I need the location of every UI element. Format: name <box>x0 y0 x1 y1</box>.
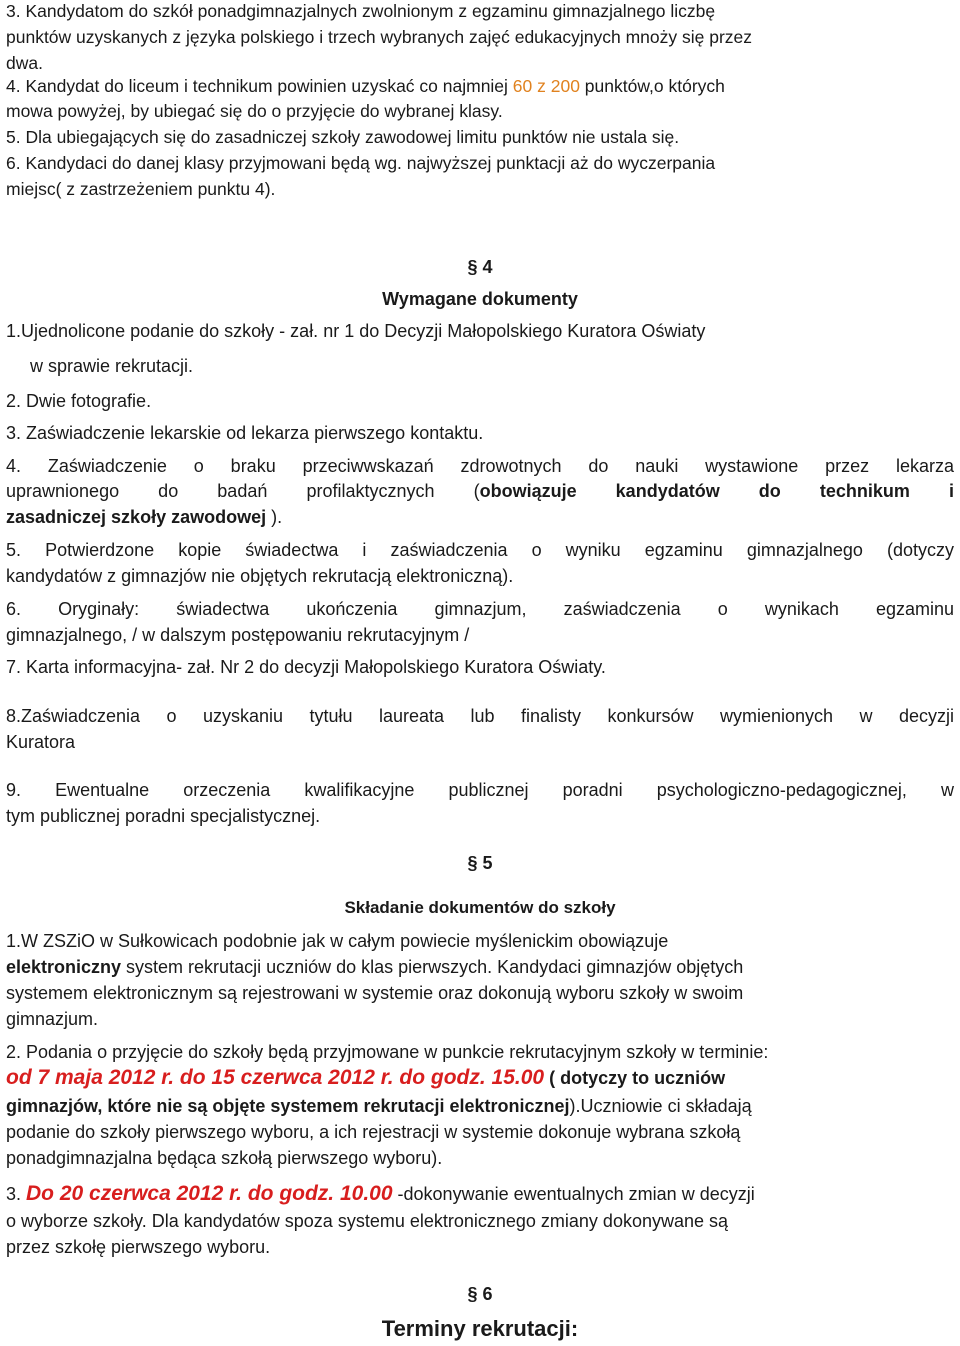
section6-number: § 6 <box>467 1284 493 1304</box>
doc1-line2: w sprawie rekrutacji. <box>30 356 194 376</box>
doc4-line1: 4. Zaświadczenie o braku przeciwwskazań zdrowotnych do nauki wystawione przez lekarza <box>6 456 954 476</box>
section4-number: § 4 <box>467 257 493 277</box>
item4-text-post: punktów,o których <box>579 76 725 96</box>
doc5-line2: kandydatów z gimnazjów nie objętych rekrutacją elektroniczną). <box>6 566 514 586</box>
s5-p1-bold: elektroniczny <box>6 957 122 977</box>
s5-p2-line3 <box>6 1095 954 1117</box>
s5-p2-line1: 2. Podania o przyjęcie do szkoły będą przyjmowane w punkcie rekrutacyjnym szkoły w terminie: <box>6 1042 769 1062</box>
section4-title: Wymagane dokumenty <box>382 289 578 309</box>
section6-title: Terminy rekrutacji: <box>381 1316 579 1341</box>
section5-number: § 5 <box>467 853 493 873</box>
item6-line1: 6. Kandydaci do danej klasy przyjmowani będą wg. najwyższej punktacji aż do wyczerpania <box>6 153 716 173</box>
s5-p2-line3-text: ).Uczniowie ci składają <box>569 1096 752 1116</box>
s5-p1-line1: 1.W ZSZiO w Sułkowicach podobnie jak w całym powiecie myślenickim obowiązuje <box>6 931 669 951</box>
item5: 5. Dla ubiegających się do zasadniczej szkoły zawodowej limitu punktów nie ustala się. <box>6 127 680 147</box>
s5-p1-line3: systemem elektronicznym są rejestrowani w systemie oraz dokonują wyboru szkoły w swoim <box>6 983 744 1003</box>
doc4-line3 <box>6 506 954 528</box>
s5-p3-pre: 3. <box>6 1184 27 1204</box>
s5-p1-line2 <box>6 956 954 978</box>
doc7: 7. Karta informacyjna- zał. Nr 2 do decyzji Małopolskiego Kuratora Oświaty. <box>6 657 606 677</box>
s5-p3-date: Do 20 czerwca 2012 r. do godz. 10.00 <box>26 1182 393 1205</box>
item3-line1: 3. Kandydatom do szkół ponadgimnazjalnych zwolnionym z egzaminu gimnazjalnego liczbę <box>6 1 716 21</box>
s5-p2-line5: ponadgimnazjalna będąca szkołą pierwszego wyboru). <box>6 1148 443 1168</box>
doc8-line1: 8.Zaświadczenia o uzyskaniu tytułu laureata lub finalisty konkursów wymienionych w decyzji <box>6 706 954 726</box>
doc4-line2-text: uprawnionego do badań profilaktycznych ( <box>6 481 480 501</box>
s5-p3-line3: przez szkołę pierwszego wyboru. <box>6 1237 271 1257</box>
section5-title: Składanie dokumentów do szkoły <box>344 898 616 917</box>
s5-p2-line2 <box>6 1067 954 1089</box>
s5-p2-line2-text: ( dotyczy to uczniów <box>544 1068 726 1088</box>
doc5-line1: 5. Potwierdzone kopie świadectwa i zaświadczenia o wyniku egzaminu gimnazjalnego (dotyczy <box>6 540 954 560</box>
doc4-line3-text: ). <box>266 507 283 527</box>
s5-p2-bold: gimnazjów, które nie są objęte systemem rekrutacji elektronicznej <box>6 1096 570 1116</box>
doc1-line1: 1.Ujednolicone podanie do szkoły - zał. nr 1 do Decyzji Małopolskiego Kuratora Oświaty <box>6 321 706 341</box>
s5-p3-line2: o wyborze szkoły. Dla kandydatów spoza systemu elektronicznego zmiany dokonywane są <box>6 1211 729 1231</box>
doc9-line2: tym publicznej poradni specjalistycznej. <box>6 806 321 826</box>
item4-text-pre: 4. Kandydat do liceum i technikum powinien uzyskać co najmniej <box>6 76 513 96</box>
doc6-line1: 6. Oryginały: świadectwa ukończenia gimnazjum, zaświadczenia o wynikach egzaminu <box>6 599 954 619</box>
s5-p2-line4: podanie do szkoły pierwszego wyboru, a ich rejestracji w systemie dokonuje wybrana szkołą <box>6 1122 741 1142</box>
s5-p2-date: od 7 maja 2012 r. do 15 czerwca 2012 r. do godz. 15.00 <box>6 1066 545 1089</box>
s5-p3-line1 <box>6 1183 954 1205</box>
doc4-line2 <box>6 480 954 502</box>
item4-line2: mowa powyżej, by ubiegać się do o przyjęcie do wybranej klasy. <box>6 101 503 121</box>
item3-line2: punktów uzyskanych z języka polskiego i trzech wybranych zajęć edukacyjnych mnoży się przez <box>6 27 753 47</box>
s5-p1-line4: gimnazjum. <box>6 1009 99 1029</box>
doc4-line2-bold: obowiązuje kandydatów do technikum i <box>479 481 954 501</box>
s5-p1-line2-text: system rekrutacji uczniów do klas pierwszych. Kandydaci gimnazjów objętych <box>121 957 744 977</box>
doc3: 3. Zaświadczenie lekarskie od lekarza pierwszego kontaktu. <box>6 423 484 443</box>
item6-line2: miejsc( z zastrzeżeniem punktu 4). <box>6 179 276 199</box>
doc4-line3-bold: zasadniczej szkoły zawodowej <box>6 507 267 527</box>
item3-line3: dwa. <box>6 53 43 73</box>
s5-p3-line1-text: -dokonywanie ewentualnych zmian w decyzji <box>392 1184 755 1204</box>
item4-line1 <box>6 75 954 97</box>
doc6-line2: gimnazjalnego, / w dalszym postępowaniu rekrutacyjnym / <box>6 625 470 645</box>
item4-points: 60 z 200 <box>512 76 580 96</box>
doc8-line2: Kuratora <box>6 732 76 752</box>
doc9-line1: 9. Ewentualne orzeczenia kwalifikacyjne publicznej poradni psychologiczno-pedagogicznej, w <box>6 780 954 800</box>
doc2: 2. Dwie fotografie. <box>6 391 152 411</box>
